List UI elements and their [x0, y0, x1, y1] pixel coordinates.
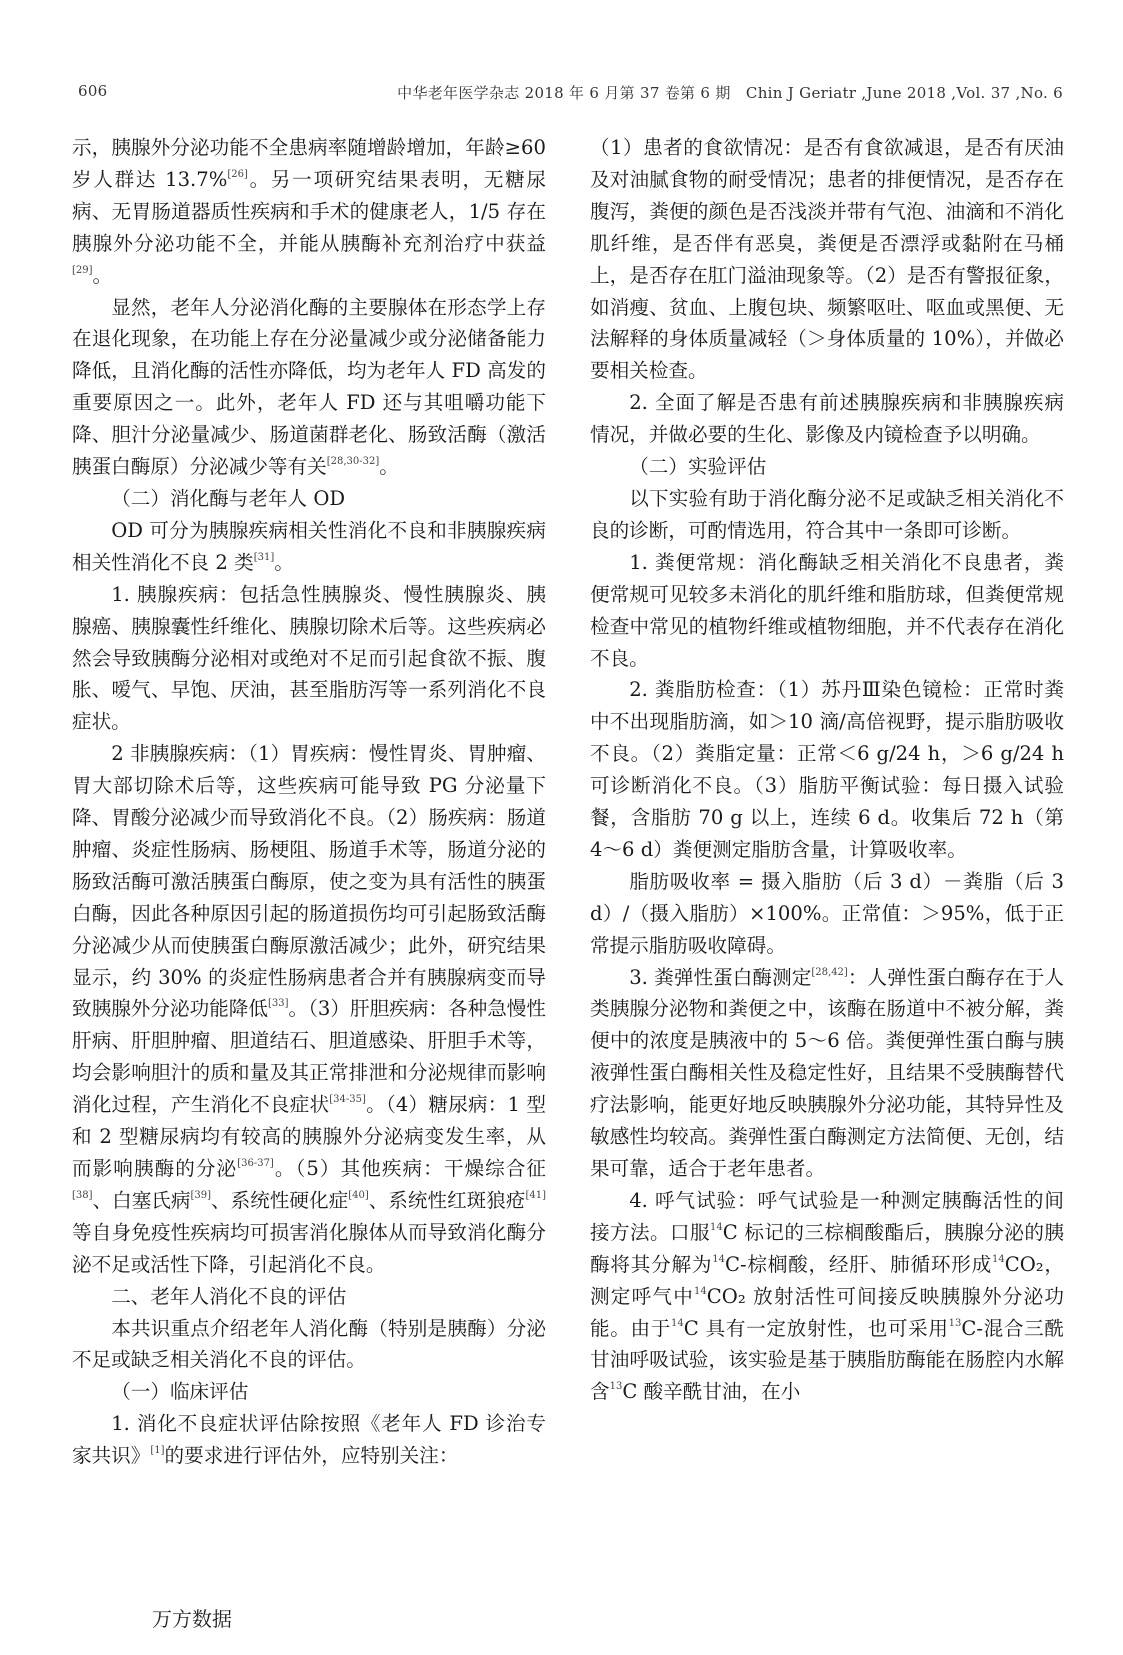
section-heading: 二、老年人消化不良的评估 — [111, 1284, 347, 1308]
citation-ref[interactable]: [38] — [72, 1189, 93, 1201]
paragraph: 示，胰腺外分泌功能不全患病率随增龄增加，年龄≥60 岁人群达 13.7%[26]。另一项研究结果表明，无糖尿病、无胃肠道器质性疾病和手术的健康老人，1/5 存在胰腺外分泌功能不全，并能从胰酶补充剂治疗中获益[29]。 — [72, 136, 547, 287]
right-column — [590, 132, 1064, 1408]
paragraph: 1. 消化不良症状评估除按照《老年人 FD 诊治专家共识》[1]的要求进行评估外，应特别关注： — [72, 1412, 546, 1468]
isotope-superscript: 13 — [609, 1381, 623, 1393]
paragraph: 1. 胰腺疾病：包括急性胰腺炎、慢性胰腺炎、胰腺癌、胰腺囊性纤维化、胰腺切除术后等。这些疾病必然会导致胰酶分泌相对或绝对不足而引起食欲不振、腹胀、嗳气、早饱、厌油，甚至脂肪泻等一系列消化不良症状。 — [72, 582, 546, 734]
paragraph: 2. 粪脂肪检查：（1）苏丹Ⅲ染色镜检：正常时粪中不出现脂肪滴，如＞10 滴/高倍视野，提示脂肪吸收不良。（2）粪脂定量：正常＜6 g/24 h，＞6 g/24 h可诊断消化不良。（3）脂肪平衡试验：每日摄入试验餐，含脂肪 70 g 以上，连续 6 d。收集后 72 h（第 4～6 d）粪便测定脂肪含量，计算吸收率。 — [590, 678, 1064, 861]
citation-ref[interactable]: [29] — [72, 264, 93, 276]
paragraph: 2. 全面了解是否患有前述胰腺疾病和非胰腺疾病情况，并做必要的生化、影像及内镜检查予以明确。 — [590, 391, 1064, 447]
isotope-superscript: 14 — [991, 1253, 1005, 1265]
paragraph: 4. 呼气试验：呼气试验是一种测定胰酶活性的间接方法。口服$^{14}$C 标记的三棕榈酸酯后，胰腺分泌的胰酶将其分解为$^{14}$C-棕榈酸，经肝、肺循环形成$^{14}$CO₂，测定呼气中$^{14}$CO₂ 放射活性可间接反映胰腺外分泌功能。由于$^{14}$C 具有一定放射性，也可采用$^{13}$C-混合三酰甘油呼吸试验，该实验是基于胰脂肪酶能在肠腔内水解含$^{13}$C 酸辛酰甘油，在小 — [590, 1188, 1064, 1404]
citation-ref[interactable]: [28,30-32] — [326, 456, 380, 468]
paragraph: OD 可分为胰腺疾病相关性消化不良和非胰腺疾病相关性消化不良 2 类[31]。 — [72, 518, 546, 574]
watermark: 万方数据 — [152, 1607, 232, 1631]
paragraph: （1）患者的食欲情况：是否有食欲减退，是否有厌油及对油腻食物的耐受情况；患者的排便情况，是否存在腹泻，粪便的颜色是否浅淡并带有气泡、油滴和不消化肌纤维，是否伴有恶臭，粪便是否漂浮或黏附在马桶上，是否存在肛门溢油现象等。（2）是否有警报征象，如消瘦、贫血、上腹包块、频繁呕吐、呕血或黑便、无法解释的身体质量减轻（＞身体质量的 10%），并做必要相关检查。 — [590, 136, 1064, 383]
isotope-superscript: 14 — [710, 1221, 723, 1233]
journal-citation: 中华老年医学杂志 2018 年 6 月第 37 卷第 6 期 Chin J Geriatr ,June 2018 ,Vol. 37 ,No. 6 — [397, 84, 1063, 102]
running-header — [78, 82, 1063, 106]
section-heading: （二）消化酶与老年人 OD — [111, 486, 346, 510]
citation-ref[interactable]: [39] — [190, 1189, 212, 1201]
citation-ref[interactable]: [40] — [348, 1189, 369, 1201]
paragraph: 2 非胰腺疾病：（1）胃疾病：慢性胃炎、胃肿瘤、胃大部切除术后等，这些疾病可能导致 PG 分泌量下降、胃酸分泌减少而导致消化不良。（2）肠疾病：肠道肿瘤、炎症性肠病、肠梗阻、肠道手术等，肠道分泌的肠致活酶可激活胰蛋白酶原，使之变为具有活性的胰蛋白酶，因此各种原因引起的肠道损伤均可引起肠致活酶分泌减少从而使胰蛋白酶原激活减少；此外，研究结果显示，约 30% 的炎症性肠病患者合并有胰腺病变而导致胰腺外分泌功能降低[33]。（3）肝胆疾病：各种急慢性肝病、肝胆肿瘤、胆道结石、胆道感染、肝胆手术等，均会影响胆汁的质和量及其正常排泄和分泌规律而影响消化过程，产生消化不良症状[34-35]。（4）糖尿病：1 型和 2 型糖尿病均有较高的胰腺外分泌病变发生率，从而影响胰酶的分泌[36-37]。（5）其他疾病：干燥综合征[38]、白塞氏病[39]、系统性硬化症[40]、系统性红斑狼疮[41]等自身免疫性疾病均可损害消化腺体从而导致消化酶分泌不足或活性下降，引起消化不良。 — [72, 742, 547, 1276]
citation-ref[interactable]: [41] — [525, 1189, 546, 1201]
paragraph: 脂肪吸收率 = 摄入脂肪（后 3 d）－粪脂（后 3 d）/（摄入脂肪）×100%。正常值：＞95%，低于正常提示脂肪吸收障碍。 — [590, 869, 1064, 957]
section-heading: （二）实验评估 — [629, 455, 767, 479]
citation-ref[interactable]: [28,42] — [811, 966, 848, 978]
isotope-superscript: 14 — [671, 1317, 684, 1329]
isotope-superscript: 14 — [694, 1285, 707, 1297]
paragraph: 以下实验有助于消化酶分泌不足或缺乏相关消化不良的诊断，可酌情选用，符合其中一条即可诊断。 — [590, 486, 1064, 542]
section-heading: （一）临床评估 — [111, 1380, 249, 1404]
paragraph: 1. 粪便常规：消化酶缺乏相关消化不良患者，粪便常规可见较多未消化的肌纤维和脂肪球，但粪便常规检查中常见的植物纤维或植物细胞，并不代表存在消化不良。 — [590, 550, 1064, 670]
paragraph: 本共识重点介绍老年人消化酶（特别是胰酶）分泌不足或缺乏相关消化不良的评估。 — [72, 1316, 546, 1372]
page-number: 606 — [78, 82, 108, 100]
paragraph: 3. 粪弹性蛋白酶测定[28,42]：人弹性蛋白酶存在于人类胰腺分泌物和粪便之中，该酶在肠道中不被分解，粪便中的浓度是胰液中的 5～6 倍。粪便弹性蛋白酶与胰液弹性蛋白酶相关性及稳定性好，且结果不受胰酶替代疗法影响，能更好地反映胰腺外分泌功能，其特异性及敏感性均较高。粪弹性蛋白酶测定方法简便、无创，结果可靠，适合于老年患者。 — [590, 965, 1064, 1180]
citation-ref[interactable]: [26] — [227, 168, 248, 180]
isotope-superscript: 14 — [712, 1253, 726, 1265]
citation-ref[interactable]: [1] — [150, 1445, 165, 1457]
citation-ref[interactable]: [34-35] — [329, 1094, 366, 1106]
citation-ref[interactable]: [33] — [268, 998, 289, 1010]
citation-ref[interactable]: [31] — [253, 551, 275, 563]
left-column — [72, 132, 546, 1472]
isotope-superscript: 13 — [948, 1317, 962, 1329]
citation-ref[interactable]: [36-37] — [237, 1158, 274, 1169]
paragraph: 显然，老年人分泌消化酶的主要腺体在形态学上存在退化现象，在功能上存在分泌量减少或分泌储备能力降低，且消化酶的活性亦降低，均为老年人 FD 高发的重要原因之一。此外，老年人 FD 还与其咀嚼功能下降、胆汁分泌量减少、肠道菌群老化、肠致活酶（激活胰蛋白酶原）分泌减少等有关[28,30-32]。 — [72, 295, 546, 479]
